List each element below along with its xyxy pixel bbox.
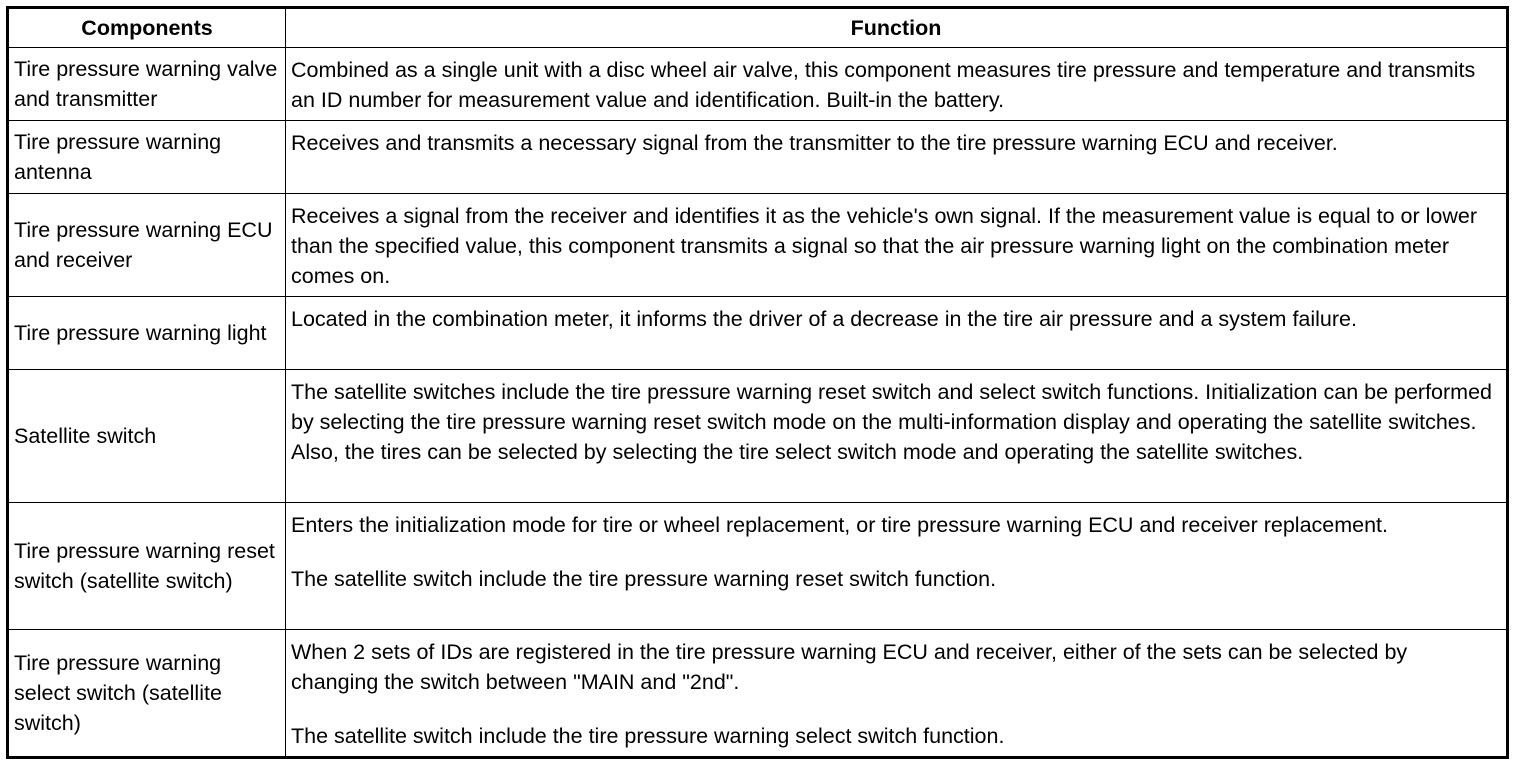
function-cell xyxy=(286,370,1508,503)
function-cell xyxy=(286,630,1508,758)
component-cell: Tire pressure warning valve and transmitter xyxy=(8,48,286,121)
component-cell: Tire pressure warning light xyxy=(8,297,286,370)
table-row xyxy=(8,630,1508,758)
function-text: When 2 sets of IDs are registered in the tire pressure warning ECU and receiver, either of the sets can be selected by changing the switch between "MAIN and "2nd". xyxy=(291,640,1408,694)
function-note: The satellite switch include the tire pressure warning select switch function. xyxy=(291,724,1005,748)
function-cell xyxy=(286,194,1508,297)
component-cell: Tire pressure warning antenna xyxy=(8,121,286,194)
header-function: Function xyxy=(286,8,1508,48)
table-row xyxy=(8,121,1508,194)
function-text: Located in the combination meter, it informs the driver of a decrease in the tire air pressure and a system failure. xyxy=(291,307,1357,331)
component-cell: Tire pressure warning select switch (satellite switch) xyxy=(8,630,286,758)
function-cell xyxy=(286,297,1508,370)
component-cell: Tire pressure warning ECU and receiver xyxy=(8,194,286,297)
function-text: The satellite switches include the tire pressure warning reset switch and select switch functions. Initialization can be performed by selecting the tire pressure warning reset switch mode on the multi-information display and operating the satellite switches. Also, the tires can be selected by selecting the tire select switch mode and operating the satellite switches. xyxy=(291,380,1492,464)
table-row xyxy=(8,194,1508,297)
function-text: Combined as a single unit with a disc wheel air valve, this component measures tire pressure and temperature and transmits an ID number for measurement value and identification. Built-in the battery. xyxy=(291,58,1476,112)
component-cell: Tire pressure warning reset switch (satellite switch) xyxy=(8,503,286,630)
function-cell xyxy=(286,503,1508,630)
function-text: Enters the initialization mode for tire or wheel replacement, or tire pressure warning ECU and receiver replacement. xyxy=(291,513,1389,537)
function-text: Receives and transmits a necessary signal from the transmitter to the tire pressure warning ECU and receiver. xyxy=(291,131,1338,155)
header-components: Components xyxy=(8,8,286,48)
components-function-table xyxy=(6,6,1509,759)
table-row xyxy=(8,48,1508,121)
function-cell xyxy=(286,48,1508,121)
function-cell xyxy=(286,121,1508,194)
table-row xyxy=(8,370,1508,503)
table-row xyxy=(8,297,1508,370)
header-row xyxy=(8,8,1508,48)
function-note: The satellite switch include the tire pressure warning reset switch function. xyxy=(291,567,997,591)
function-text: Receives a signal from the receiver and identifies it as the vehicle's own signal. If the measurement value is equal to or lower than the specified value, this component transmits a signal so that the air pressure warning light on the combination meter comes on. xyxy=(291,204,1478,288)
component-cell: Satellite switch xyxy=(8,370,286,503)
table-row xyxy=(8,503,1508,630)
